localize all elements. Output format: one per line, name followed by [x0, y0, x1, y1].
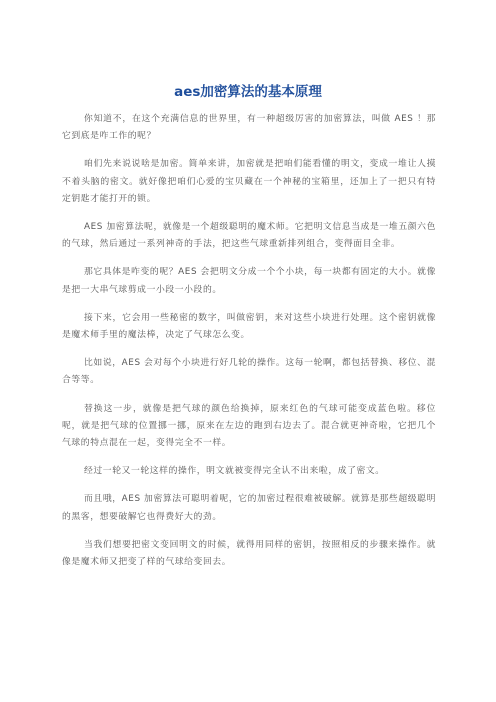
paragraph: 比如说，AES 会对每个小块进行好几轮的操作。这每一轮啊，都包括替换、移位、混合等等。	[62, 358, 436, 386]
paragraph: 经过一轮又一轮这样的操作，明文就被变得完全认不出来啦，成了密文。	[84, 466, 385, 477]
paragraph: 而且哦，AES 加密算法可聪明着呢，它的加密过程很难被破解。就算是那些超级聪明的黑客，想要破解它也得费好大的劲。	[62, 494, 436, 522]
paragraph: 你知道不，在这个充满信息的世界里，有一种超级厉害的加密算法，叫做 AES ！那它到底是咋工作的呢？	[62, 114, 436, 142]
document-body	[62, 111, 436, 582]
paragraph: 接下来，它会用一些秘密的数字，叫做密钥，来对这些小块进行处理。这个密钥就像是魔术师手里的魔法棒，决定了气球怎么变。	[62, 312, 436, 341]
paragraph: 替换这一步，就像是把气球的颜色给换掉，原来红色的气球可能变成蓝色啦。移位呢，就是把气球的位置挪一挪，原来在左边的跑到右边去了。混合就更神奇啦，它把几个气球的特点混在一起，变得完全不一样。	[62, 403, 436, 449]
paragraph: 那它具体是咋变的呢？AES 会把明文分成一个个小块，每一块都有固定的大小。就像是把一大串气球剪成一小段一小段的。	[62, 267, 436, 295]
paragraph: 当我们想要把密文变回明文的时候，就得用同样的密钥，按照相反的步骤来操作。就像是魔术师又把变了样的气球给变回去。	[62, 539, 436, 568]
paragraph: 咱们先来说说啥是加密。简单来讲，加密就是把咱们能看懂的明文，变成一堆让人摸不着头脑的密文。就好像把咱们心爱的宝贝藏在一个神秘的宝箱里，还加上了一把只有特定钥匙才能打开的锁。	[62, 159, 436, 204]
document-title: aes加密算法的基本原理	[174, 84, 322, 100]
paragraph: AES 加密算法呢，就像是一个超级聪明的魔术师。它把明文信息当成是一堆五颜六色的气球，然后通过一系列神奇的手法，把这些气球重新排列组合，变得面目全非。	[62, 222, 436, 250]
